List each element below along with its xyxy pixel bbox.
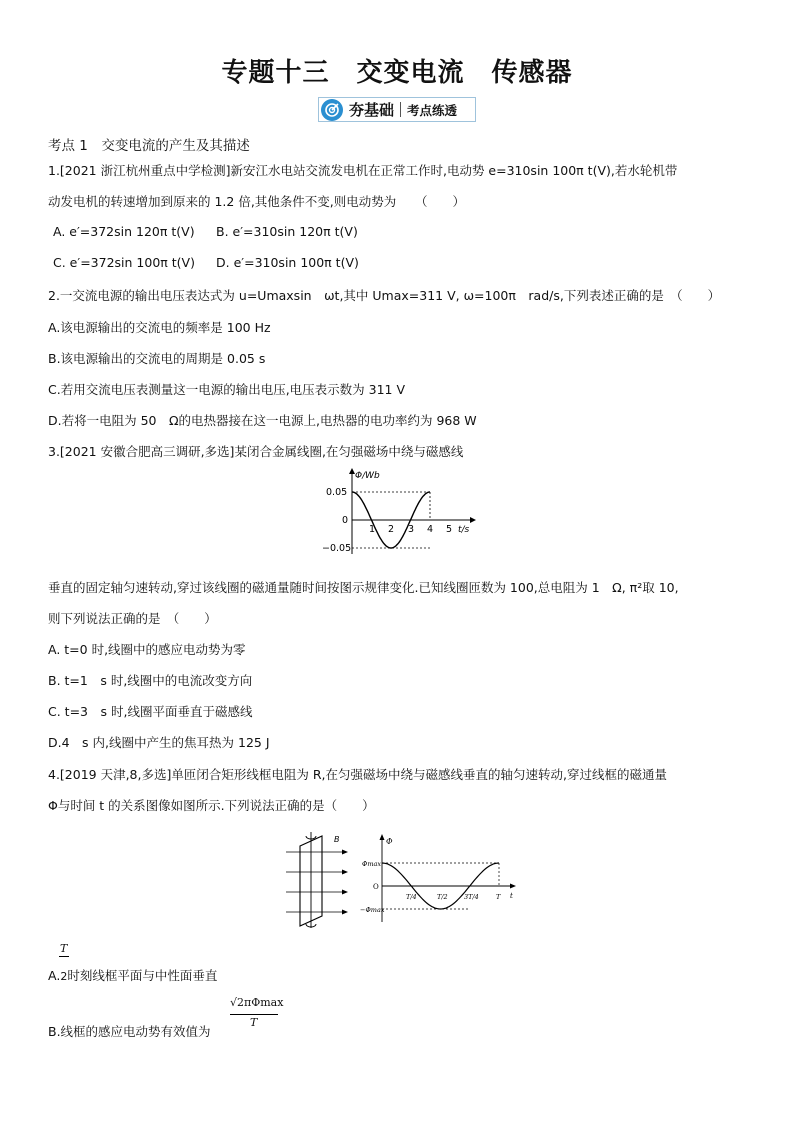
q1-line1: 1.[2021 浙江杭州重点中学检测]新安江水电站交流发电机在正常工作时,电动势 e=310sin 100π t(V),若水轮机带 bbox=[48, 163, 678, 178]
q1-line2: 动发电机的转速增加到原来的 1.2 倍,其他条件不变,则电动势为 （ ） bbox=[48, 194, 466, 209]
q3-y-label: Φ/Wb bbox=[355, 471, 380, 481]
q1-option-a: A. e′=372sin 120π t(V) bbox=[53, 224, 195, 239]
section-badge bbox=[318, 97, 476, 122]
q3-line1: 3.[2021 安徽合肥高三调研,多选]某闭合金属线圈,在匀强磁场中绕与磁感线 bbox=[48, 444, 464, 459]
badge-sub-text: 考点练透 bbox=[407, 102, 458, 118]
q4-option-b-numerator: √2πΦmax bbox=[230, 996, 284, 1009]
field-arrow-3 bbox=[342, 890, 348, 895]
q3-option-d: D.4 s 内,线圈中产生的焦耳热为 125 J bbox=[48, 735, 270, 750]
q3-ytick-bottom: −0.05 bbox=[322, 543, 352, 554]
q3-option-c: C. t=3 s 时,线圈平面垂直于磁感线 bbox=[48, 704, 253, 719]
field-arrow-4 bbox=[342, 910, 348, 915]
q4-xtick-3quarter: 3T/4 bbox=[464, 893, 479, 901]
q4-coil-diagram bbox=[282, 830, 352, 930]
q4-ytick-origin: O bbox=[373, 883, 379, 891]
q1-option-b: B. e′=310sin 120π t(V) bbox=[216, 224, 358, 239]
q3-ytick-top: 0.05 bbox=[326, 487, 348, 498]
q4-line2: Φ与时间 t 的关系图像如图所示.下列说法正确的是（ ） bbox=[48, 798, 375, 813]
q4-ytick-min: −Φmax bbox=[360, 906, 385, 914]
q3-option-b: B. t=1 s 时,线圈中的电流改变方向 bbox=[48, 673, 253, 688]
q3-line3: 则下列说法正确的是 （ ） bbox=[48, 611, 217, 626]
q4-option-b: B.线框的感应电动势有效值为 bbox=[48, 1024, 211, 1039]
q4-y-label: Φ bbox=[386, 837, 393, 846]
q4-xtick-half: T/2 bbox=[437, 893, 448, 901]
field-arrow-1 bbox=[342, 850, 348, 855]
target-icon bbox=[321, 99, 343, 121]
q4-option-b-denominator: T bbox=[250, 1016, 258, 1029]
q4-line1: 4.[2019 天津,8,多选]单匝闭合矩形线框电阻为 R,在匀强磁场中绕与磁感线垂直的轴匀速转动,穿过线框的磁通量 bbox=[48, 767, 667, 782]
q1-option-c: C. e′=372sin 100π t(V) bbox=[53, 255, 195, 270]
q4-option-a-fraction-num: T bbox=[60, 942, 68, 955]
q3-xtick-5: 5 bbox=[446, 524, 453, 535]
q4-option-a-prefix: A. bbox=[48, 968, 61, 983]
q4-x-arrow bbox=[510, 884, 516, 889]
q2-option-b: B.该电源输出的交流电的周期是 0.05 s bbox=[48, 351, 266, 366]
q2-option-d: D.若将一电阻为 50 Ω的电热器接在这一电源上,电热器的电功率约为 968 W bbox=[48, 413, 477, 428]
field-label: B bbox=[334, 835, 340, 844]
q3-xtick-4: 4 bbox=[427, 524, 434, 535]
q3-xtick-1: 1 bbox=[369, 524, 376, 535]
q1-option-d: D. e′=310sin 100π t(V) bbox=[216, 255, 359, 270]
q2-option-a: A.该电源输出的交流电的频率是 100 Hz bbox=[48, 320, 271, 335]
q4-option-a-fraction-bar bbox=[59, 956, 69, 957]
page-title: 专题十三 交变电流 传感器 bbox=[221, 58, 573, 88]
q3-x-label: t/s bbox=[458, 525, 470, 535]
q3-x-arrow bbox=[470, 517, 476, 523]
q4-option-a-text: 时刻线框平面与中性面垂直 bbox=[67, 968, 218, 983]
section-heading: 考点 1 交变电流的产生及其描述 bbox=[48, 138, 250, 154]
badge-divider bbox=[400, 102, 401, 117]
badge-main-text: 夯基础 bbox=[349, 101, 395, 119]
q4-ytick-max: Φmax bbox=[362, 860, 382, 868]
q4-y-arrow bbox=[380, 834, 385, 840]
q3-xtick-2: 2 bbox=[388, 524, 395, 535]
q3-line2: 垂直的固定轴匀速转动,穿过该线圈的磁通量随时间按图示规律变化.已知线圈匝数为 100,总电阻为 1 Ω, π²取 10, bbox=[48, 580, 679, 595]
q3-flux-graph bbox=[322, 466, 482, 558]
q4-option-a bbox=[48, 966, 217, 984]
q4-xtick-quarter: T/4 bbox=[406, 893, 417, 901]
q4-option-b-fraction-bar bbox=[230, 1014, 278, 1015]
q4-xtick-full: T bbox=[496, 893, 501, 901]
q3-xtick-3: 3 bbox=[408, 524, 415, 535]
q3-ytick-zero: 0 bbox=[342, 515, 349, 526]
q4-option-a-fraction-den: 2 bbox=[60, 970, 68, 983]
field-arrow-2 bbox=[342, 870, 348, 875]
q3-option-a: A. t=0 时,线圈中的感应电动势为零 bbox=[48, 642, 246, 657]
q2-line1: 2.一交流电源的输出电压表达式为 u=Umaxsin ωt,其中 Umax=311 V, ω=100π rad/s,下列表述正确的是 （ ） bbox=[48, 288, 721, 303]
q4-flux-graph bbox=[360, 830, 520, 930]
q2-option-c: C.若用交流电压表测量这一电源的输出电压,电压表示数为 311 V bbox=[48, 382, 406, 397]
q4-x-label: t bbox=[510, 892, 513, 900]
